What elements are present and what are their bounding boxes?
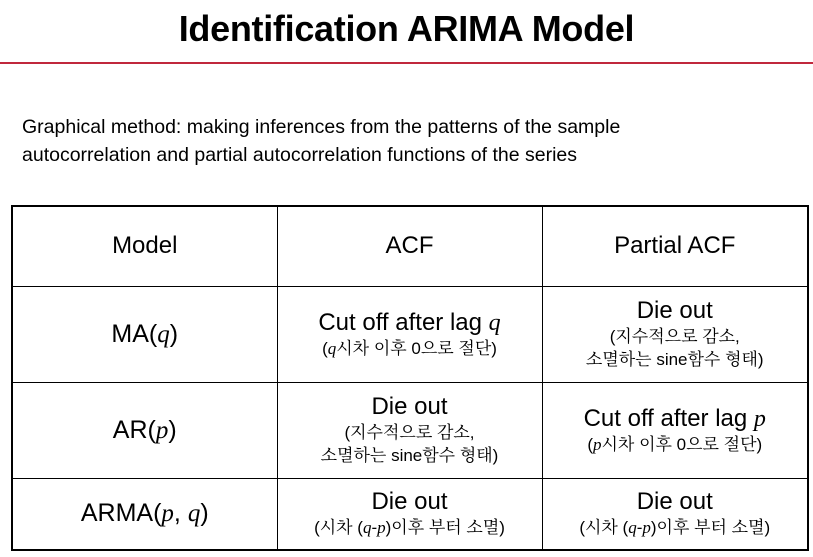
note-var-p: p (593, 434, 602, 454)
lag-var-q: q (488, 309, 501, 336)
intro-text (22, 113, 802, 169)
pacf-behavior: Die out (636, 488, 713, 516)
acf-cell-ma (277, 286, 542, 382)
header-model: Model (12, 206, 277, 286)
pacf-cell-ar (542, 382, 808, 478)
table-header-row (12, 206, 808, 286)
model-cell-arma (12, 478, 277, 550)
model-close: ) (200, 499, 209, 528)
acf-cell-arma (277, 478, 542, 550)
table-row-arma (12, 478, 808, 550)
note-var-q: q (327, 338, 337, 358)
model-sep: , (173, 499, 188, 528)
note-open: ( (587, 434, 593, 454)
note-rest: )이후 부터 소멸) (650, 518, 771, 538)
pacf-note-line-1: (지수적으로 감소, (609, 327, 740, 346)
slide-title: Identification ARIMA Model (178, 8, 635, 49)
pacf-behavior (545, 405, 806, 433)
model-name: AR( (112, 415, 156, 444)
model-close: ) (168, 415, 177, 444)
behavior-text: Cut off after lag (318, 308, 489, 336)
acf-note-line-2: 소멸하는 sine함수 형태) (320, 446, 499, 465)
model-var-p: p (161, 500, 174, 528)
intro-line-1: Graphical method: making inferences from the patterns of the sample (22, 116, 621, 138)
title-divider (0, 62, 813, 64)
note-dash: - (371, 518, 378, 538)
note-rest: 시차 이후 0으로 절단) (601, 434, 763, 454)
model-var-q: q (187, 500, 201, 528)
model-var-q: q (157, 320, 170, 348)
model-name: MA( (111, 319, 158, 348)
intro-line-2: autocorrelation and partial autocorrelation functions of the series (22, 144, 577, 166)
note-var-p: p (642, 518, 651, 538)
pacf-note (545, 433, 806, 456)
acf-cell-ar (277, 382, 542, 478)
model-var-p: p (155, 416, 169, 444)
acf-behavior (280, 309, 540, 337)
table-row-ar (12, 382, 808, 478)
note-dash: - (636, 518, 643, 538)
note-open: ( (322, 338, 328, 358)
pacf-cell-ma (542, 286, 808, 382)
table-row-ma (12, 286, 808, 382)
pacf-note-line-2: 소멸하는 sine함수 형태) (585, 350, 764, 369)
acf-behavior: Die out (371, 488, 448, 516)
header-pacf: Partial ACF (542, 206, 808, 286)
acf-note (280, 516, 540, 539)
acf-note (280, 337, 540, 360)
acf-note-line-1: (지수적으로 감소, (344, 423, 475, 442)
pacf-behavior: Die out (636, 297, 713, 324)
note-rest: 시차 이후 0으로 절단) (336, 338, 497, 358)
note-var-p: p (377, 518, 386, 538)
acf-behavior: Die out (371, 393, 448, 420)
behavior-text: Cut off after lag (583, 404, 754, 432)
pacf-cell-arma (542, 478, 808, 550)
model-name: ARMA( (80, 499, 162, 528)
model-cell-ma (12, 286, 277, 382)
note-var-q: q (362, 518, 372, 538)
model-close: ) (169, 319, 179, 348)
note-open: (시차 ( (579, 518, 629, 538)
model-cell-ar (12, 382, 277, 478)
identification-table (11, 205, 809, 551)
header-acf: ACF (277, 206, 542, 286)
pacf-note (545, 516, 806, 539)
note-open: (시차 ( (314, 518, 363, 538)
note-var-q: q (628, 518, 637, 538)
lag-var-p: p (753, 405, 766, 432)
note-rest: )이후 부터 소멸) (385, 518, 505, 538)
